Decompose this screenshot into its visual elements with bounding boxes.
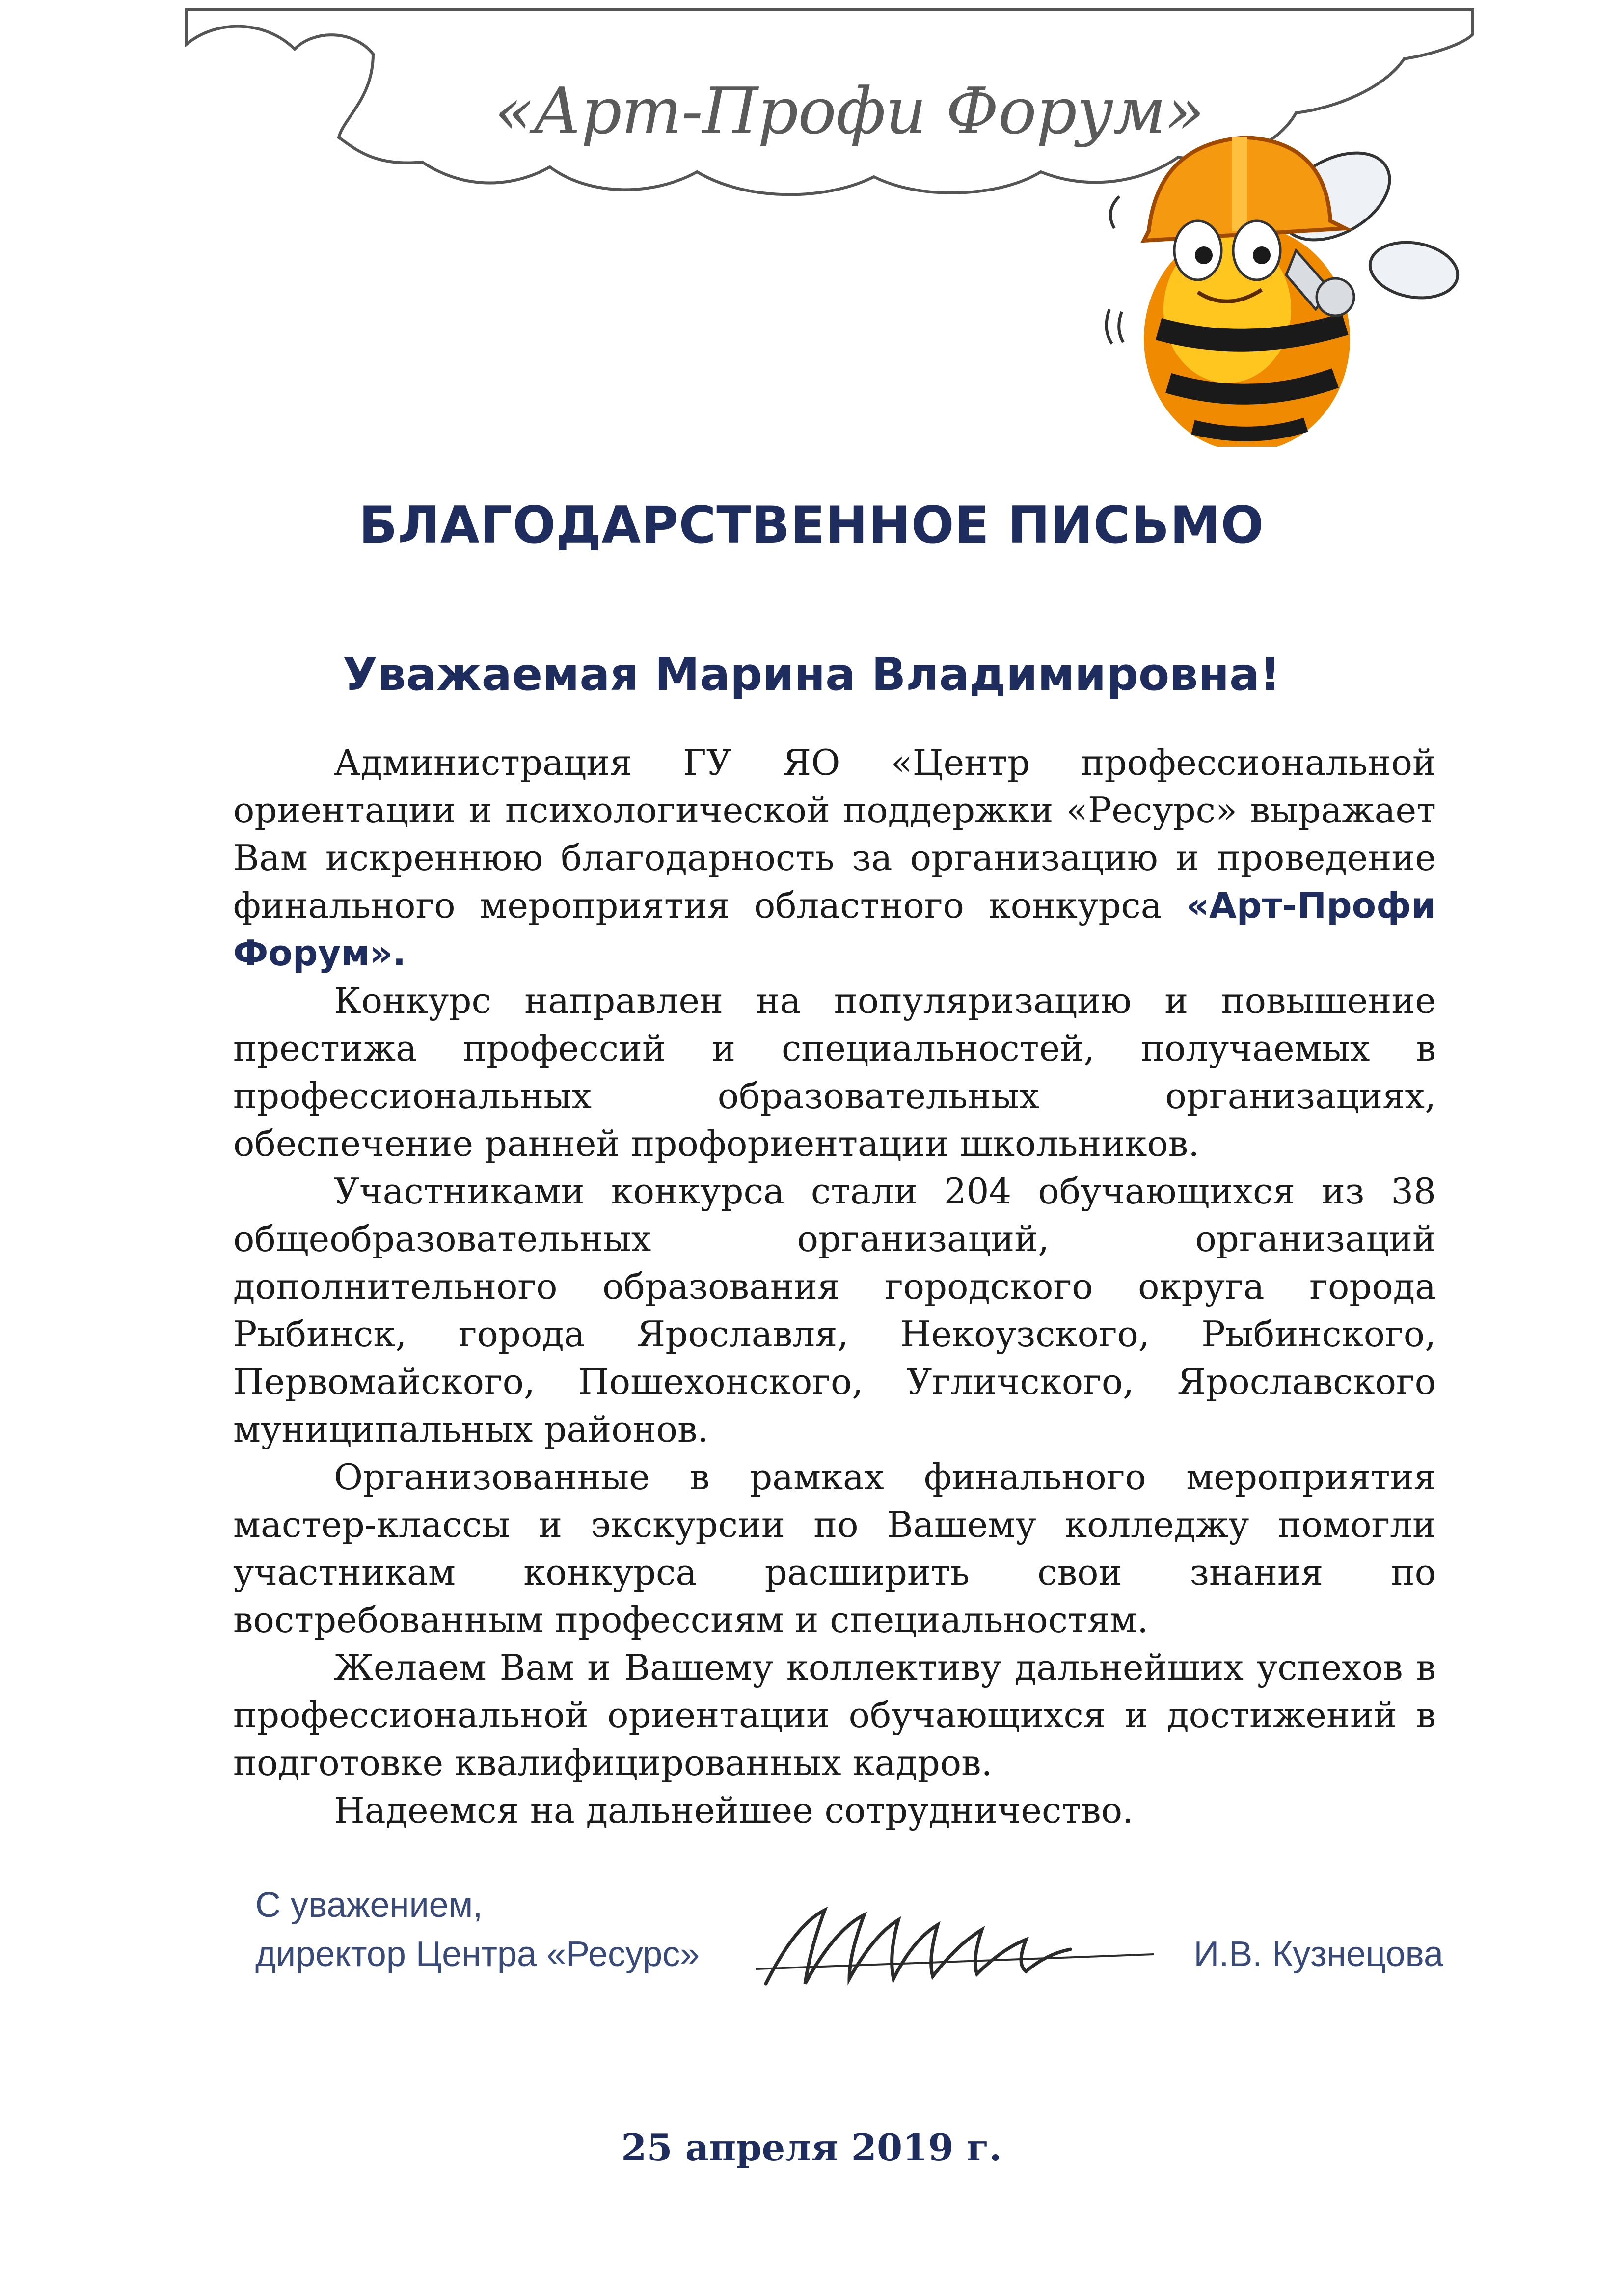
letter-body — [233, 739, 1436, 1834]
document-title: БЛАГОДАРСТВЕННОЕ ПИСЬМО — [358, 496, 1265, 555]
signer-name: И.В. Кузнецова — [1193, 1935, 1443, 1974]
paragraph-2: Конкурс направлен на популяризацию и повышение престижа профессий и специальностей, получаемых в профессиональных образовательных организациях, обеспечение ранней профориентации школьников. — [233, 980, 1436, 1164]
letter-date: 25 апреля 2019 г. — [621, 2126, 1002, 2169]
paragraph-1-text: Администрация ГУ ЯО «Центр профессиональной ориентации и психологической поддержки «Ресурс» выражает Вам искреннюю благодарность за организацию и проведение финального мероприятия областного конкурса — [233, 742, 1436, 926]
paragraph-3: Участниками конкурса стали 204 обучающихся из 38 общеобразовательных организаций, организаций дополнительного образования городского округа города Рыбинск, города Ярославля, Некоузского, Рыбинского, Первомайского, Пошехонского, Угличского, Ярославского муниципальных районов. — [233, 1171, 1436, 1450]
header-banner — [0, 0, 1623, 491]
paragraph-6: Надеемся на дальнейшее сотрудничество. — [334, 1790, 1134, 1831]
signer-position: директор Центра «Ресурс» — [255, 1935, 700, 1974]
signature-title — [255, 1881, 700, 1979]
paragraph-5: Желаем Вам и Вашему коллективу дальнейших успехов в профессиональной ориентации обучающихся и достижений в подготовке квалифицированных кадров. — [233, 1647, 1436, 1783]
handwritten-signature — [751, 1895, 1163, 1998]
closing-line: С уважением, — [255, 1886, 483, 1925]
signature-block — [255, 1881, 1443, 1994]
salutation: Уважаемая Марина Владимировна! — [342, 648, 1281, 701]
forum-logo-text: «Арт-Профи Форум» — [494, 74, 1204, 148]
paragraph-1 — [233, 739, 1436, 977]
paragraph-4: Организованные в рамках финального мероприятия мастер-классы и экскурсии по Вашему колледжу помогли участникам конкурса расширить свои знания по востребованным профессиям и специальностям. — [233, 1456, 1436, 1640]
bee-mascot-icon — [1100, 123, 1473, 447]
contest-name: «Арт-Профи Форум». — [233, 885, 1436, 974]
